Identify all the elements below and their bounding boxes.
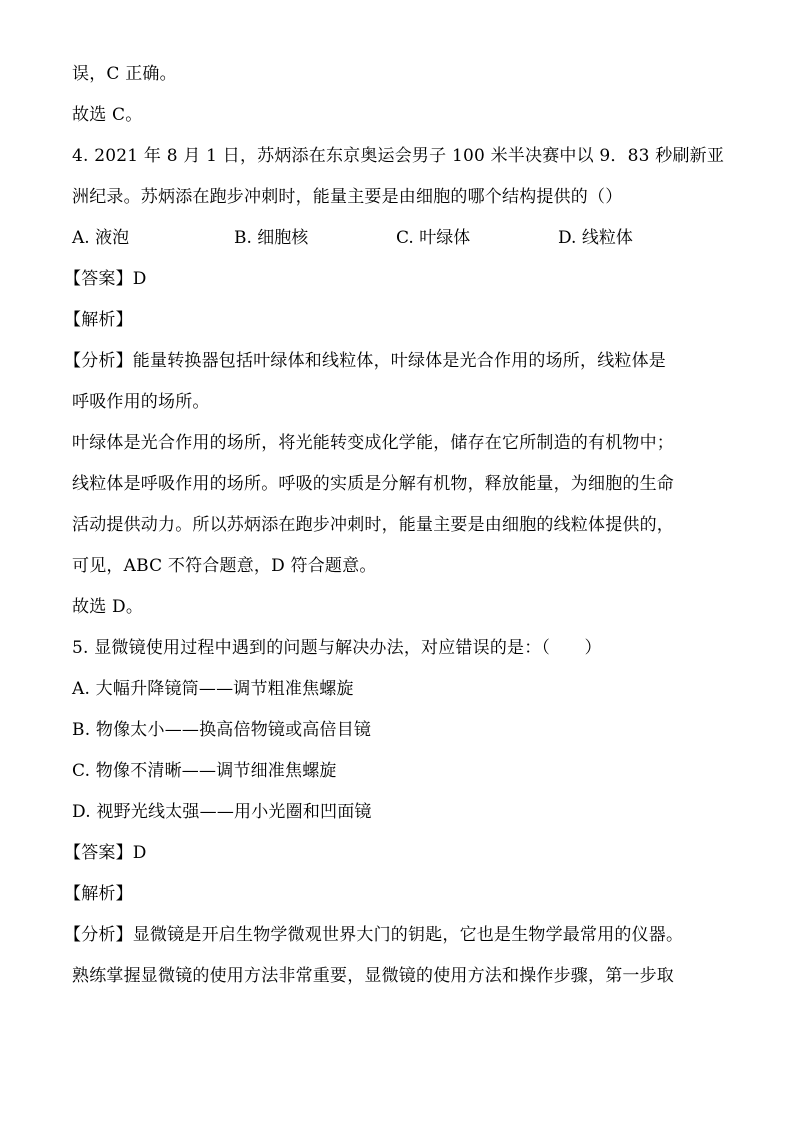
explanation-text: 活动提供动力。所以苏炳添在跑步冲刺时，能量主要是由细胞的线粒体提供的，: [72, 515, 674, 535]
option-b: B. 细胞核: [234, 228, 309, 248]
answer-label: 【答案】D: [64, 269, 147, 289]
option-a: A. 大幅升降镜筒——调节粗准焦螺旋: [72, 679, 354, 699]
question-5-stem: 5. 显微镜使用过程中遇到的问题与解决办法，对应错误的是：（ ）: [72, 638, 602, 658]
analysis-label: 【解析】: [64, 310, 133, 330]
explanation-text: 可见，ABC 不符合题意，D 符合题意。: [72, 556, 377, 576]
option-d: D. 视野光线太强——用小光圈和凹面镜: [72, 802, 372, 822]
option-a: A. 液泡: [72, 228, 130, 248]
explanation-text: 线粒体是呼吸作用的场所。呼吸的实质是分解有机物，释放能量，为细胞的生命: [72, 474, 674, 494]
option-b: B. 物像太小——换高倍物镜或高倍目镜: [72, 720, 372, 740]
text-line: 误，C 正确。: [72, 64, 177, 84]
analysis-text: 【分析】显微镜是开启生物学微观世界大门的钥匙，它也是生物学最常用的仪器。: [64, 925, 684, 945]
text-line: 故选 C。: [72, 105, 143, 125]
analysis-label: 【解析】: [64, 884, 133, 904]
option-c: C. 叶绿体: [396, 228, 471, 248]
question-4-stem-line-1: 4. 2021 年 8 月 1 日，苏炳添在东京奥运会男子 100 米半决赛中以 9．83 秒刷新亚: [72, 146, 725, 166]
option-c: C. 物像不清晰——调节细准焦螺旋: [72, 761, 337, 781]
analysis-text: 【分析】能量转换器包括叶绿体和线粒体，叶绿体是光合作用的场所，线粒体是: [64, 351, 666, 371]
question-4-options: [72, 226, 732, 250]
document-page: [64, 62, 732, 988]
analysis-text: 熟练掌握显微镜的使用方法非常重要，显微镜的使用方法和操作步骤，第一步取: [72, 966, 674, 986]
selection-text: 故选 D。: [72, 597, 144, 617]
option-d: D. 线粒体: [558, 228, 633, 248]
answer-label: 【答案】D: [64, 843, 147, 863]
question-4-stem-line-2: 洲纪录。苏炳添在跑步冲刺时，能量主要是由细胞的哪个结构提供的（）: [72, 187, 623, 207]
explanation-text: 叶绿体是光合作用的场所，将光能转变成化学能，储存在它所制造的有机物中；: [72, 433, 674, 453]
analysis-text: 呼吸作用的场所。: [72, 392, 210, 412]
